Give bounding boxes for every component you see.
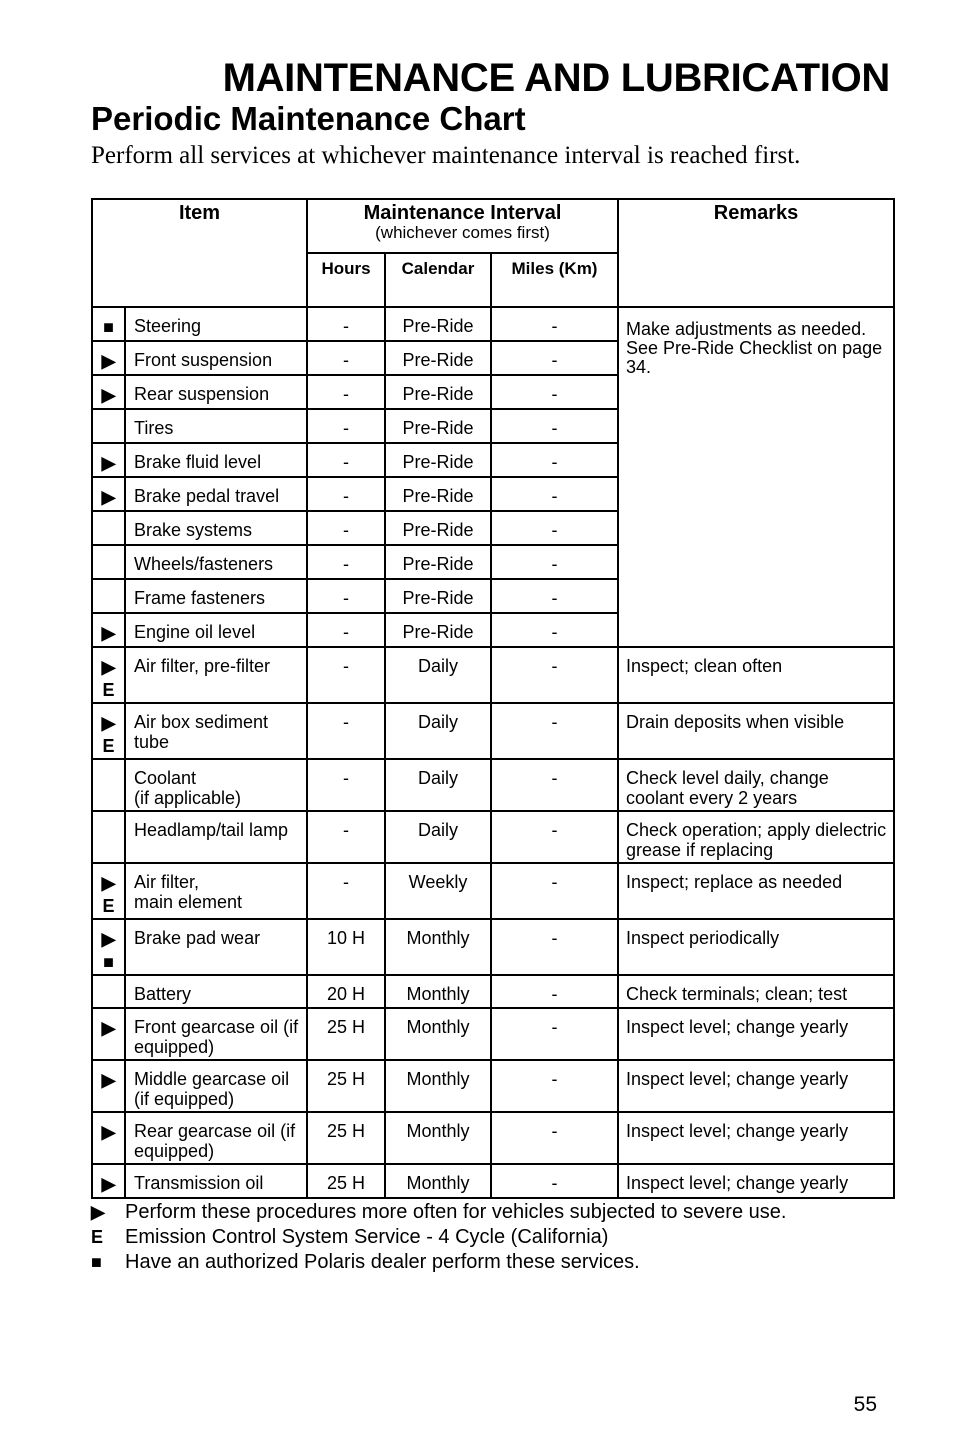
item-cell: Air filter, main element bbox=[125, 863, 307, 919]
miles-cell: - bbox=[491, 1060, 618, 1112]
calendar-cell: Pre-Ride bbox=[385, 375, 491, 409]
hours-cell: - bbox=[307, 863, 385, 919]
severe-use-icon: ▶ bbox=[101, 487, 116, 507]
item-cell: Middle gearcase oil (if equipped) bbox=[125, 1060, 307, 1112]
severe-use-icon: ▶ bbox=[101, 713, 116, 733]
hours-cell: 25 H bbox=[307, 1112, 385, 1164]
table-row bbox=[92, 759, 894, 811]
calendar-cell: Daily bbox=[385, 811, 491, 863]
calendar-cell: Pre-Ride bbox=[385, 307, 491, 341]
intro-text: Perform all services at whichever maintenance interval is reached first. bbox=[91, 142, 801, 169]
service-mark-cell bbox=[92, 375, 125, 409]
miles-cell: - bbox=[491, 1164, 618, 1198]
hours-cell: - bbox=[307, 511, 385, 545]
service-mark-cell bbox=[92, 647, 125, 703]
calendar-cell: Monthly bbox=[385, 1112, 491, 1164]
item-cell: Engine oil level bbox=[125, 613, 307, 647]
item-cell: Air filter, pre-filter bbox=[125, 647, 307, 703]
column-header-remarks: Remarks bbox=[618, 199, 894, 307]
miles-cell: - bbox=[491, 919, 618, 975]
miles-cell: - bbox=[491, 1112, 618, 1164]
emission-icon: E bbox=[91, 1227, 104, 1247]
calendar-cell: Pre-Ride bbox=[385, 443, 491, 477]
remarks-cell: Inspect periodically bbox=[618, 919, 894, 975]
legend-text: Have an authorized Polaris dealer perform these services. bbox=[125, 1251, 640, 1273]
legend-row bbox=[91, 1250, 786, 1275]
service-mark-cell bbox=[92, 759, 125, 811]
table-row bbox=[92, 863, 894, 919]
severe-use-icon: ▶ bbox=[101, 873, 116, 893]
service-mark-cell bbox=[92, 511, 125, 545]
column-header-hours: Hours bbox=[307, 253, 385, 307]
item-cell: Headlamp/tail lamp bbox=[125, 811, 307, 863]
emission-icon: E bbox=[102, 896, 115, 916]
hours-cell: - bbox=[307, 811, 385, 863]
remarks-cell: Check operation; apply dielectric grease if replacing bbox=[618, 811, 894, 863]
calendar-cell: Pre-Ride bbox=[385, 477, 491, 511]
calendar-cell: Pre-Ride bbox=[385, 409, 491, 443]
item-cell: Brake pad wear bbox=[125, 919, 307, 975]
hours-cell: - bbox=[307, 613, 385, 647]
section-title: Periodic Maintenance Chart bbox=[91, 100, 526, 137]
miles-cell: - bbox=[491, 703, 618, 759]
item-cell: Rear gearcase oil (if equipped) bbox=[125, 1112, 307, 1164]
calendar-cell: Pre-Ride bbox=[385, 579, 491, 613]
miles-cell: - bbox=[491, 863, 618, 919]
hours-cell: - bbox=[307, 545, 385, 579]
service-mark-cell bbox=[92, 811, 125, 863]
severe-use-icon: ▶ bbox=[101, 1018, 116, 1038]
table-row bbox=[92, 919, 894, 975]
calendar-cell: Monthly bbox=[385, 1164, 491, 1198]
service-mark-cell bbox=[92, 863, 125, 919]
service-mark-cell bbox=[92, 919, 125, 975]
miles-cell: - bbox=[491, 811, 618, 863]
service-mark-cell bbox=[92, 1060, 125, 1112]
legend-row bbox=[91, 1225, 786, 1250]
item-cell: Transmission oil bbox=[125, 1164, 307, 1198]
service-mark-cell bbox=[92, 341, 125, 375]
interval-note: (whichever comes first) bbox=[375, 223, 550, 242]
hours-cell: 20 H bbox=[307, 975, 385, 1008]
remarks-cell: Inspect; clean often bbox=[618, 647, 894, 703]
page-number: 55 bbox=[853, 1393, 877, 1416]
severe-use-icon: ▶ bbox=[101, 623, 116, 643]
severe-use-icon: ▶ bbox=[91, 1202, 105, 1222]
calendar-cell: Monthly bbox=[385, 1060, 491, 1112]
item-cell: Steering bbox=[125, 307, 307, 341]
legend-text: Perform these procedures more often for vehicles subjected to severe use. bbox=[125, 1201, 787, 1223]
item-cell: Front gearcase oil (if equipped) bbox=[125, 1008, 307, 1060]
item-cell: Wheels/fasteners bbox=[125, 545, 307, 579]
calendar-cell: Monthly bbox=[385, 919, 491, 975]
miles-cell: - bbox=[491, 511, 618, 545]
miles-cell: - bbox=[491, 1008, 618, 1060]
miles-cell: - bbox=[491, 443, 618, 477]
service-mark-cell bbox=[92, 307, 125, 341]
item-cell: Front suspension bbox=[125, 341, 307, 375]
miles-cell: - bbox=[491, 579, 618, 613]
calendar-cell: Weekly bbox=[385, 863, 491, 919]
hours-cell: - bbox=[307, 647, 385, 703]
page-title: MAINTENANCE AND LUBRICATION bbox=[222, 56, 890, 100]
severe-use-icon: ▶ bbox=[101, 1174, 116, 1194]
calendar-cell: Pre-Ride bbox=[385, 511, 491, 545]
item-cell: Brake pedal travel bbox=[125, 477, 307, 511]
remarks-cell: Inspect level; change yearly bbox=[618, 1112, 894, 1164]
calendar-cell: Daily bbox=[385, 703, 491, 759]
dealer-service-icon: ■ bbox=[91, 1252, 102, 1272]
miles-cell: - bbox=[491, 759, 618, 811]
calendar-cell: Daily bbox=[385, 759, 491, 811]
item-cell: Brake systems bbox=[125, 511, 307, 545]
maintenance-table bbox=[91, 198, 895, 1199]
severe-use-icon: ▶ bbox=[101, 1070, 116, 1090]
table-row bbox=[92, 811, 894, 863]
legend-row bbox=[91, 1200, 786, 1225]
table-row bbox=[92, 975, 894, 1008]
service-mark-cell bbox=[92, 409, 125, 443]
service-mark-cell bbox=[92, 1008, 125, 1060]
service-mark-cell bbox=[92, 545, 125, 579]
remarks-cell: Inspect; replace as needed bbox=[618, 863, 894, 919]
column-header-item: Item bbox=[92, 199, 307, 307]
severe-use-icon: ▶ bbox=[101, 1122, 116, 1142]
hours-cell: - bbox=[307, 443, 385, 477]
hours-cell: - bbox=[307, 307, 385, 341]
remarks-cell: Drain deposits when visible bbox=[618, 703, 894, 759]
table-row bbox=[92, 647, 894, 703]
remarks-cell: Make adjustments as needed. See Pre-Ride Checklist on page 34. bbox=[618, 307, 894, 647]
remarks-cell: Check level daily, change coolant every 2 years bbox=[618, 759, 894, 811]
table-body bbox=[92, 307, 894, 1198]
hours-cell: 25 H bbox=[307, 1164, 385, 1198]
dealer-service-icon: ■ bbox=[103, 952, 114, 972]
service-mark-cell bbox=[92, 477, 125, 511]
calendar-cell: Monthly bbox=[385, 1008, 491, 1060]
hours-cell: 25 H bbox=[307, 1060, 385, 1112]
hours-cell: - bbox=[307, 759, 385, 811]
table-row bbox=[92, 307, 894, 341]
service-mark-cell bbox=[92, 443, 125, 477]
emission-icon: E bbox=[102, 680, 115, 700]
service-mark-cell bbox=[92, 975, 125, 1008]
service-mark-cell bbox=[92, 613, 125, 647]
column-header-interval bbox=[307, 199, 618, 253]
hours-cell: - bbox=[307, 375, 385, 409]
miles-cell: - bbox=[491, 545, 618, 579]
miles-cell: - bbox=[491, 307, 618, 341]
remarks-cell: Inspect level; change yearly bbox=[618, 1060, 894, 1112]
item-cell: Air box sediment tube bbox=[125, 703, 307, 759]
severe-use-icon: ▶ bbox=[101, 385, 116, 405]
hours-cell: - bbox=[307, 703, 385, 759]
item-cell: Brake fluid level bbox=[125, 443, 307, 477]
table-row bbox=[92, 1008, 894, 1060]
emission-icon: E bbox=[102, 736, 115, 756]
calendar-cell: Monthly bbox=[385, 975, 491, 1008]
hours-cell: - bbox=[307, 409, 385, 443]
calendar-cell: Daily bbox=[385, 647, 491, 703]
column-header-miles: Miles (Km) bbox=[491, 253, 618, 307]
table-row bbox=[92, 703, 894, 759]
remarks-cell: Inspect level; change yearly bbox=[618, 1164, 894, 1198]
legend bbox=[91, 1200, 786, 1275]
severe-use-icon: ▶ bbox=[101, 929, 116, 949]
miles-cell: - bbox=[491, 647, 618, 703]
legend-text: Emission Control System Service - 4 Cycle (California) bbox=[125, 1226, 609, 1248]
hours-cell: 10 H bbox=[307, 919, 385, 975]
item-cell: Tires bbox=[125, 409, 307, 443]
severe-use-icon: ▶ bbox=[101, 657, 116, 677]
table-row bbox=[92, 1060, 894, 1112]
calendar-cell: Pre-Ride bbox=[385, 341, 491, 375]
severe-use-icon: ▶ bbox=[101, 453, 116, 473]
service-mark-cell bbox=[92, 703, 125, 759]
item-cell: Frame fasteners bbox=[125, 579, 307, 613]
miles-cell: - bbox=[491, 975, 618, 1008]
table-row bbox=[92, 1164, 894, 1198]
calendar-cell: Pre-Ride bbox=[385, 613, 491, 647]
service-mark-cell bbox=[92, 1164, 125, 1198]
calendar-cell: Pre-Ride bbox=[385, 545, 491, 579]
item-cell: Rear suspension bbox=[125, 375, 307, 409]
remarks-cell: Check terminals; clean; test bbox=[618, 975, 894, 1008]
miles-cell: - bbox=[491, 613, 618, 647]
service-mark-cell bbox=[92, 579, 125, 613]
hours-cell: 25 H bbox=[307, 1008, 385, 1060]
service-mark-cell bbox=[92, 1112, 125, 1164]
dealer-service-icon: ■ bbox=[103, 317, 114, 337]
miles-cell: - bbox=[491, 477, 618, 511]
hours-cell: - bbox=[307, 579, 385, 613]
miles-cell: - bbox=[491, 409, 618, 443]
table-row bbox=[92, 1112, 894, 1164]
item-cell: Battery bbox=[125, 975, 307, 1008]
column-header-calendar: Calendar bbox=[385, 253, 491, 307]
interval-label: Maintenance Interval bbox=[363, 202, 562, 224]
hours-cell: - bbox=[307, 341, 385, 375]
severe-use-icon: ▶ bbox=[101, 351, 116, 371]
hours-cell: - bbox=[307, 477, 385, 511]
miles-cell: - bbox=[491, 341, 618, 375]
remarks-cell: Inspect level; change yearly bbox=[618, 1008, 894, 1060]
item-cell: Coolant (if applicable) bbox=[125, 759, 307, 811]
miles-cell: - bbox=[491, 375, 618, 409]
